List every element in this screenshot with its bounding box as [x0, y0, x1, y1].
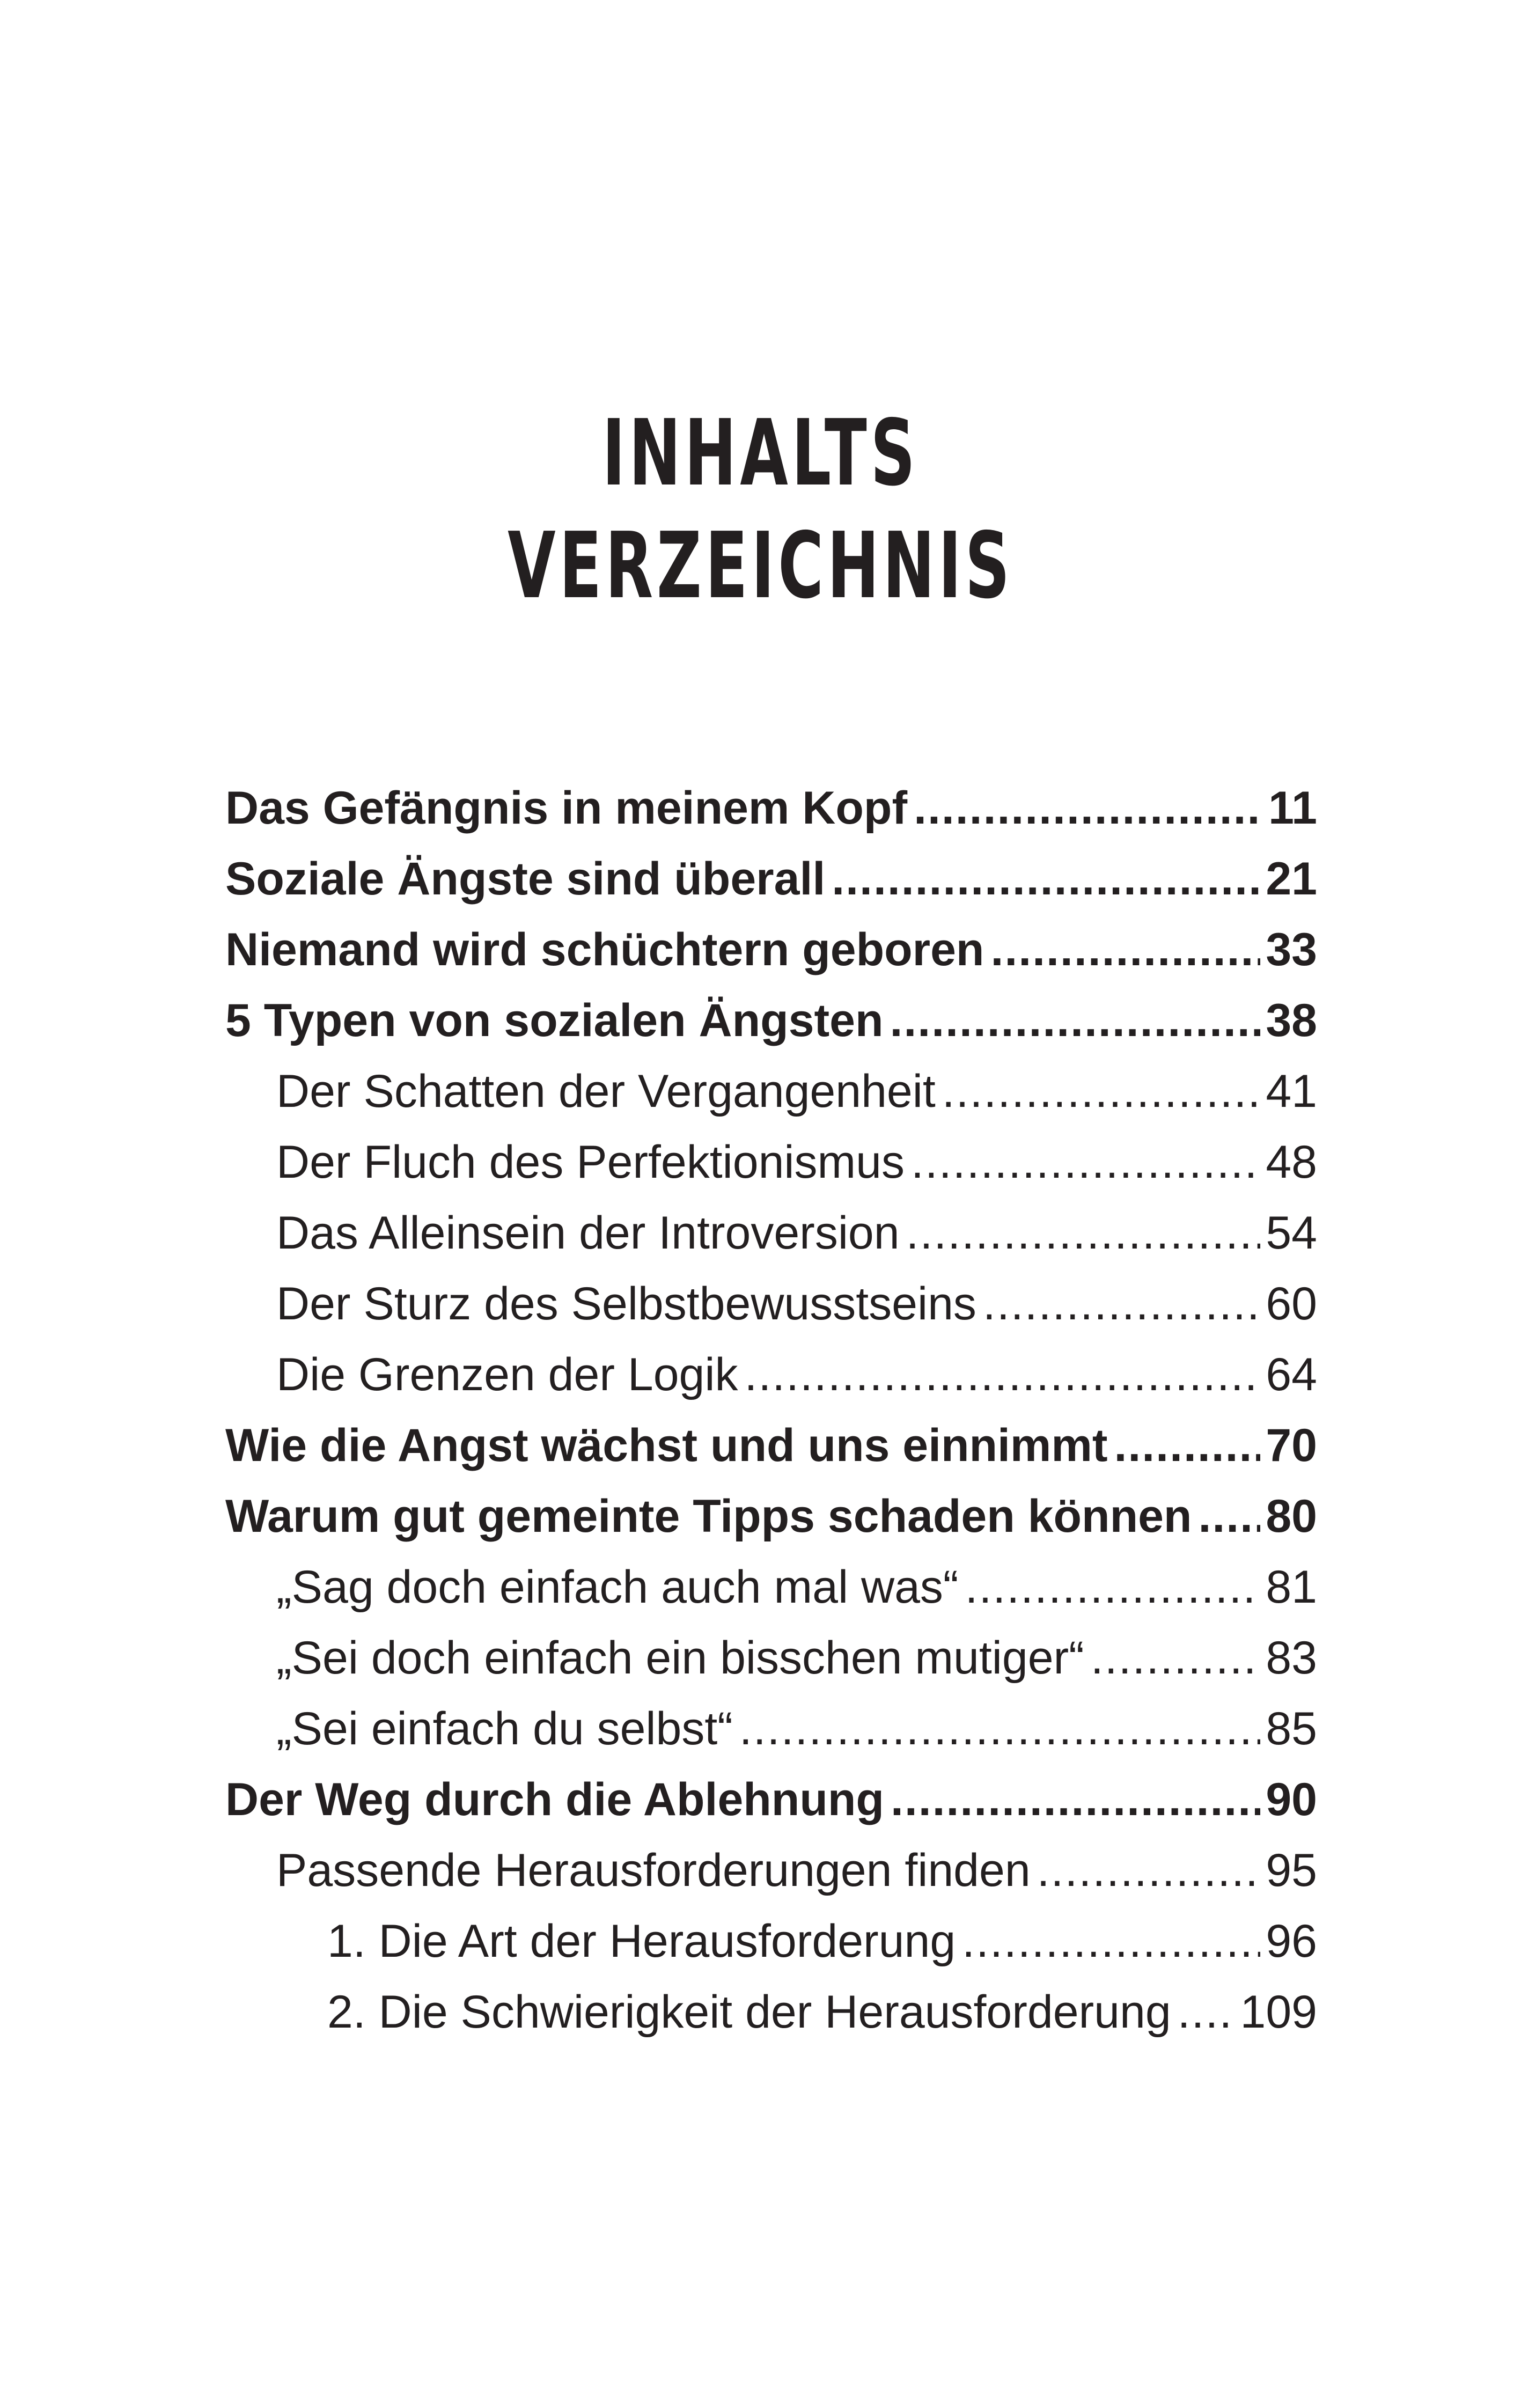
toc-entry-label: Der Weg durch die Ablehnung — [225, 1774, 884, 1825]
toc-entry-page: 21 — [1266, 853, 1317, 905]
toc-entry[interactable] — [225, 843, 1317, 914]
toc-entry-page: 81 — [1266, 1561, 1317, 1613]
toc-entry[interactable] — [225, 985, 1317, 1056]
toc-entry[interactable] — [225, 1764, 1317, 1835]
toc-entry-page: 70 — [1266, 1420, 1317, 1471]
toc-subentry[interactable] — [225, 1056, 1317, 1127]
toc-subentry[interactable] — [225, 1552, 1317, 1623]
toc-entry-label: 1. Die Art der Herausforderung — [327, 1915, 956, 1967]
toc-entry-page: 64 — [1266, 1349, 1317, 1400]
leader-dots — [942, 1056, 1261, 1127]
toc-subentry[interactable] — [225, 1268, 1317, 1339]
toc-entry-label: Wie die Angst wächst und uns einnimmt — [225, 1420, 1108, 1471]
toc-entry-label: Der Fluch des Perfektionismus — [276, 1136, 905, 1188]
leader-dots — [890, 985, 1261, 1056]
leader-dots — [906, 1198, 1261, 1268]
leader-dots — [1114, 1410, 1261, 1481]
toc-entry-page: 96 — [1266, 1915, 1317, 1967]
title-line-2: VERZEICHNIS — [508, 513, 1013, 619]
page-title — [244, 397, 1278, 622]
toc-entry[interactable] — [225, 1410, 1317, 1481]
toc-entry-page: 60 — [1266, 1278, 1317, 1330]
toc-subentry[interactable] — [225, 1339, 1317, 1410]
leader-dots — [911, 1127, 1260, 1198]
toc-subentry[interactable] — [225, 1693, 1317, 1764]
toc-entry-page: 90 — [1266, 1774, 1317, 1825]
leader-dots — [914, 773, 1263, 843]
toc-entry[interactable] — [225, 773, 1317, 843]
toc-entry-label: Das Gefängnis in meinem Kopf — [225, 782, 908, 834]
toc-entry-label: „Sei doch einfach ein bisschen mutiger“ — [276, 1632, 1084, 1684]
toc-subentry[interactable] — [225, 1623, 1317, 1693]
toc-entry-label: Soziale Ängste sind überall — [225, 853, 826, 905]
toc-entry-label: Das Alleinsein der Introversion — [276, 1207, 900, 1259]
leader-dots — [1198, 1481, 1260, 1552]
toc-subsubentry[interactable] — [225, 1977, 1317, 2047]
toc-entry-label: Die Grenzen der Logik — [276, 1349, 738, 1400]
toc-entry-page: 85 — [1266, 1703, 1317, 1754]
toc-subentry[interactable] — [225, 1127, 1317, 1198]
toc-entry-label: Der Schatten der Vergangenheit — [276, 1066, 936, 1117]
leader-dots — [1037, 1835, 1261, 1906]
leader-dots — [1091, 1623, 1261, 1693]
toc-entry-page: 41 — [1266, 1066, 1317, 1117]
leader-dots — [1178, 1977, 1235, 2047]
leader-dots — [832, 843, 1260, 914]
toc-entry-page: 11 — [1268, 782, 1317, 834]
toc-entry-page: 80 — [1266, 1491, 1317, 1542]
leader-dots — [739, 1693, 1260, 1764]
toc-entry-label: Passende Herausforderungen finden — [276, 1845, 1031, 1896]
toc-entry[interactable] — [225, 914, 1317, 985]
toc-entry-page: 38 — [1266, 995, 1317, 1046]
toc-subentry[interactable] — [225, 1835, 1317, 1906]
leader-dots — [744, 1339, 1260, 1410]
leader-dots — [891, 1764, 1260, 1835]
leader-dots — [983, 1268, 1260, 1339]
toc-entry-label: „Sei einfach du selbst“ — [276, 1703, 733, 1754]
toc-entry-label: 2. Die Schwierigkeit der Herausforderung — [327, 1986, 1171, 2038]
leader-dots — [962, 1906, 1260, 1977]
toc-entry-page: 95 — [1266, 1845, 1317, 1896]
leader-dots — [990, 914, 1260, 985]
toc-entry-page: 54 — [1266, 1207, 1317, 1259]
toc-entry-page: 48 — [1266, 1136, 1317, 1188]
toc-entry[interactable] — [225, 1481, 1317, 1552]
toc-subentry[interactable] — [225, 1198, 1317, 1268]
toc-entry-page: 83 — [1266, 1632, 1317, 1684]
table-of-contents — [225, 773, 1317, 2047]
toc-entry-page: 109 — [1240, 1986, 1317, 2038]
toc-entry-label: Warum gut gemeinte Tipps schaden können — [225, 1491, 1192, 1542]
title-line-1: INHALTS — [602, 400, 919, 506]
leader-dots — [965, 1552, 1261, 1623]
toc-entry-page: 33 — [1266, 924, 1317, 975]
toc-entry-label: 5 Typen von sozialen Ängsten — [225, 995, 884, 1046]
toc-entry-label: Der Sturz des Selbstbewusstseins — [276, 1278, 976, 1330]
toc-entry-label: „Sag doch einfach auch mal was“ — [276, 1561, 959, 1613]
toc-subsubentry[interactable] — [225, 1906, 1317, 1977]
toc-entry-label: Niemand wird schüchtern geboren — [225, 924, 984, 975]
